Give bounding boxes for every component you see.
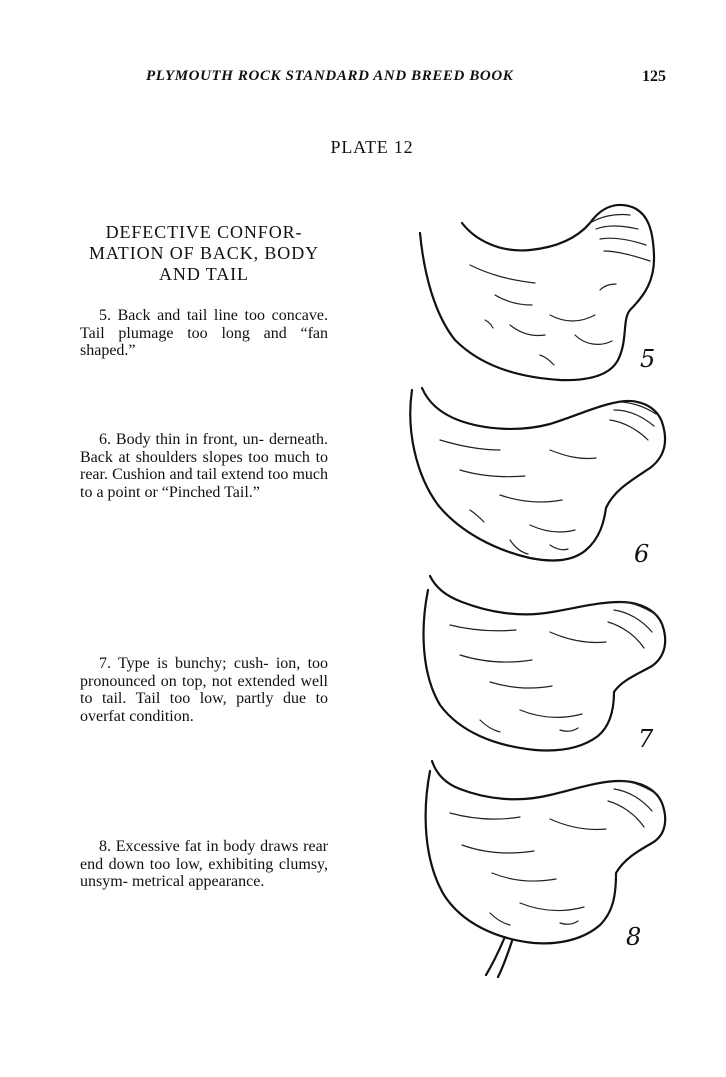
caption-line: not extended well to tail. bbox=[80, 672, 328, 707]
running-head: PLYMOUTH ROCK STANDARD AND BREED BOOK bbox=[146, 68, 514, 84]
figure-number-6: 6 bbox=[634, 540, 650, 568]
plate-title: PLATE 12 bbox=[330, 137, 414, 157]
hen-illustrations bbox=[400, 195, 690, 995]
caption-line: 5. Back and tail line too bbox=[99, 307, 265, 324]
caption-line: 6. Body thin in front, un- bbox=[99, 431, 265, 448]
caption-6 bbox=[80, 431, 328, 501]
caption-line: metrical appearance. bbox=[132, 873, 265, 890]
figure-number-8: 8 bbox=[626, 923, 642, 951]
caption-line: Tail too low, partly due to bbox=[135, 690, 329, 707]
caption-line: much to a point or “Pinched bbox=[80, 466, 329, 501]
section-heading-line: AND TAIL bbox=[159, 264, 249, 284]
caption-line: slopes too much to rear. bbox=[80, 448, 329, 483]
caption-line: overfat condition. bbox=[80, 707, 194, 725]
caption-8 bbox=[80, 838, 328, 891]
caption-line: ion, too pronounced on top, bbox=[80, 655, 329, 690]
figure-number-7: 7 bbox=[638, 725, 654, 753]
section-heading bbox=[74, 222, 334, 285]
caption-5 bbox=[80, 307, 328, 360]
caption-line: exhibiting clumsy, unsym- bbox=[80, 855, 329, 890]
caption-line: concave. Tail plumage too bbox=[80, 307, 328, 342]
caption-line: derneath. Back at shoulders bbox=[80, 431, 329, 466]
figure-number-5: 5 bbox=[640, 345, 656, 373]
caption-line: 7. Type is bunchy; cush- bbox=[99, 655, 269, 672]
section-heading-line: DEFECTIVE CONFOR- bbox=[105, 222, 303, 242]
caption-line: Tail.” bbox=[224, 483, 260, 501]
page-number: 125 bbox=[642, 68, 666, 85]
caption-line: draws rear end down too low, bbox=[80, 838, 329, 873]
section-heading-line: MATION OF BACK, BODY bbox=[88, 243, 320, 263]
caption-7 bbox=[80, 655, 328, 725]
hen-figure-8 bbox=[400, 753, 690, 983]
caption-line: 8. Excessive fat in body bbox=[99, 838, 256, 855]
caption-line: long and “fan shaped.” bbox=[80, 324, 329, 359]
caption-line: Cushion and tail extend too bbox=[112, 466, 289, 483]
